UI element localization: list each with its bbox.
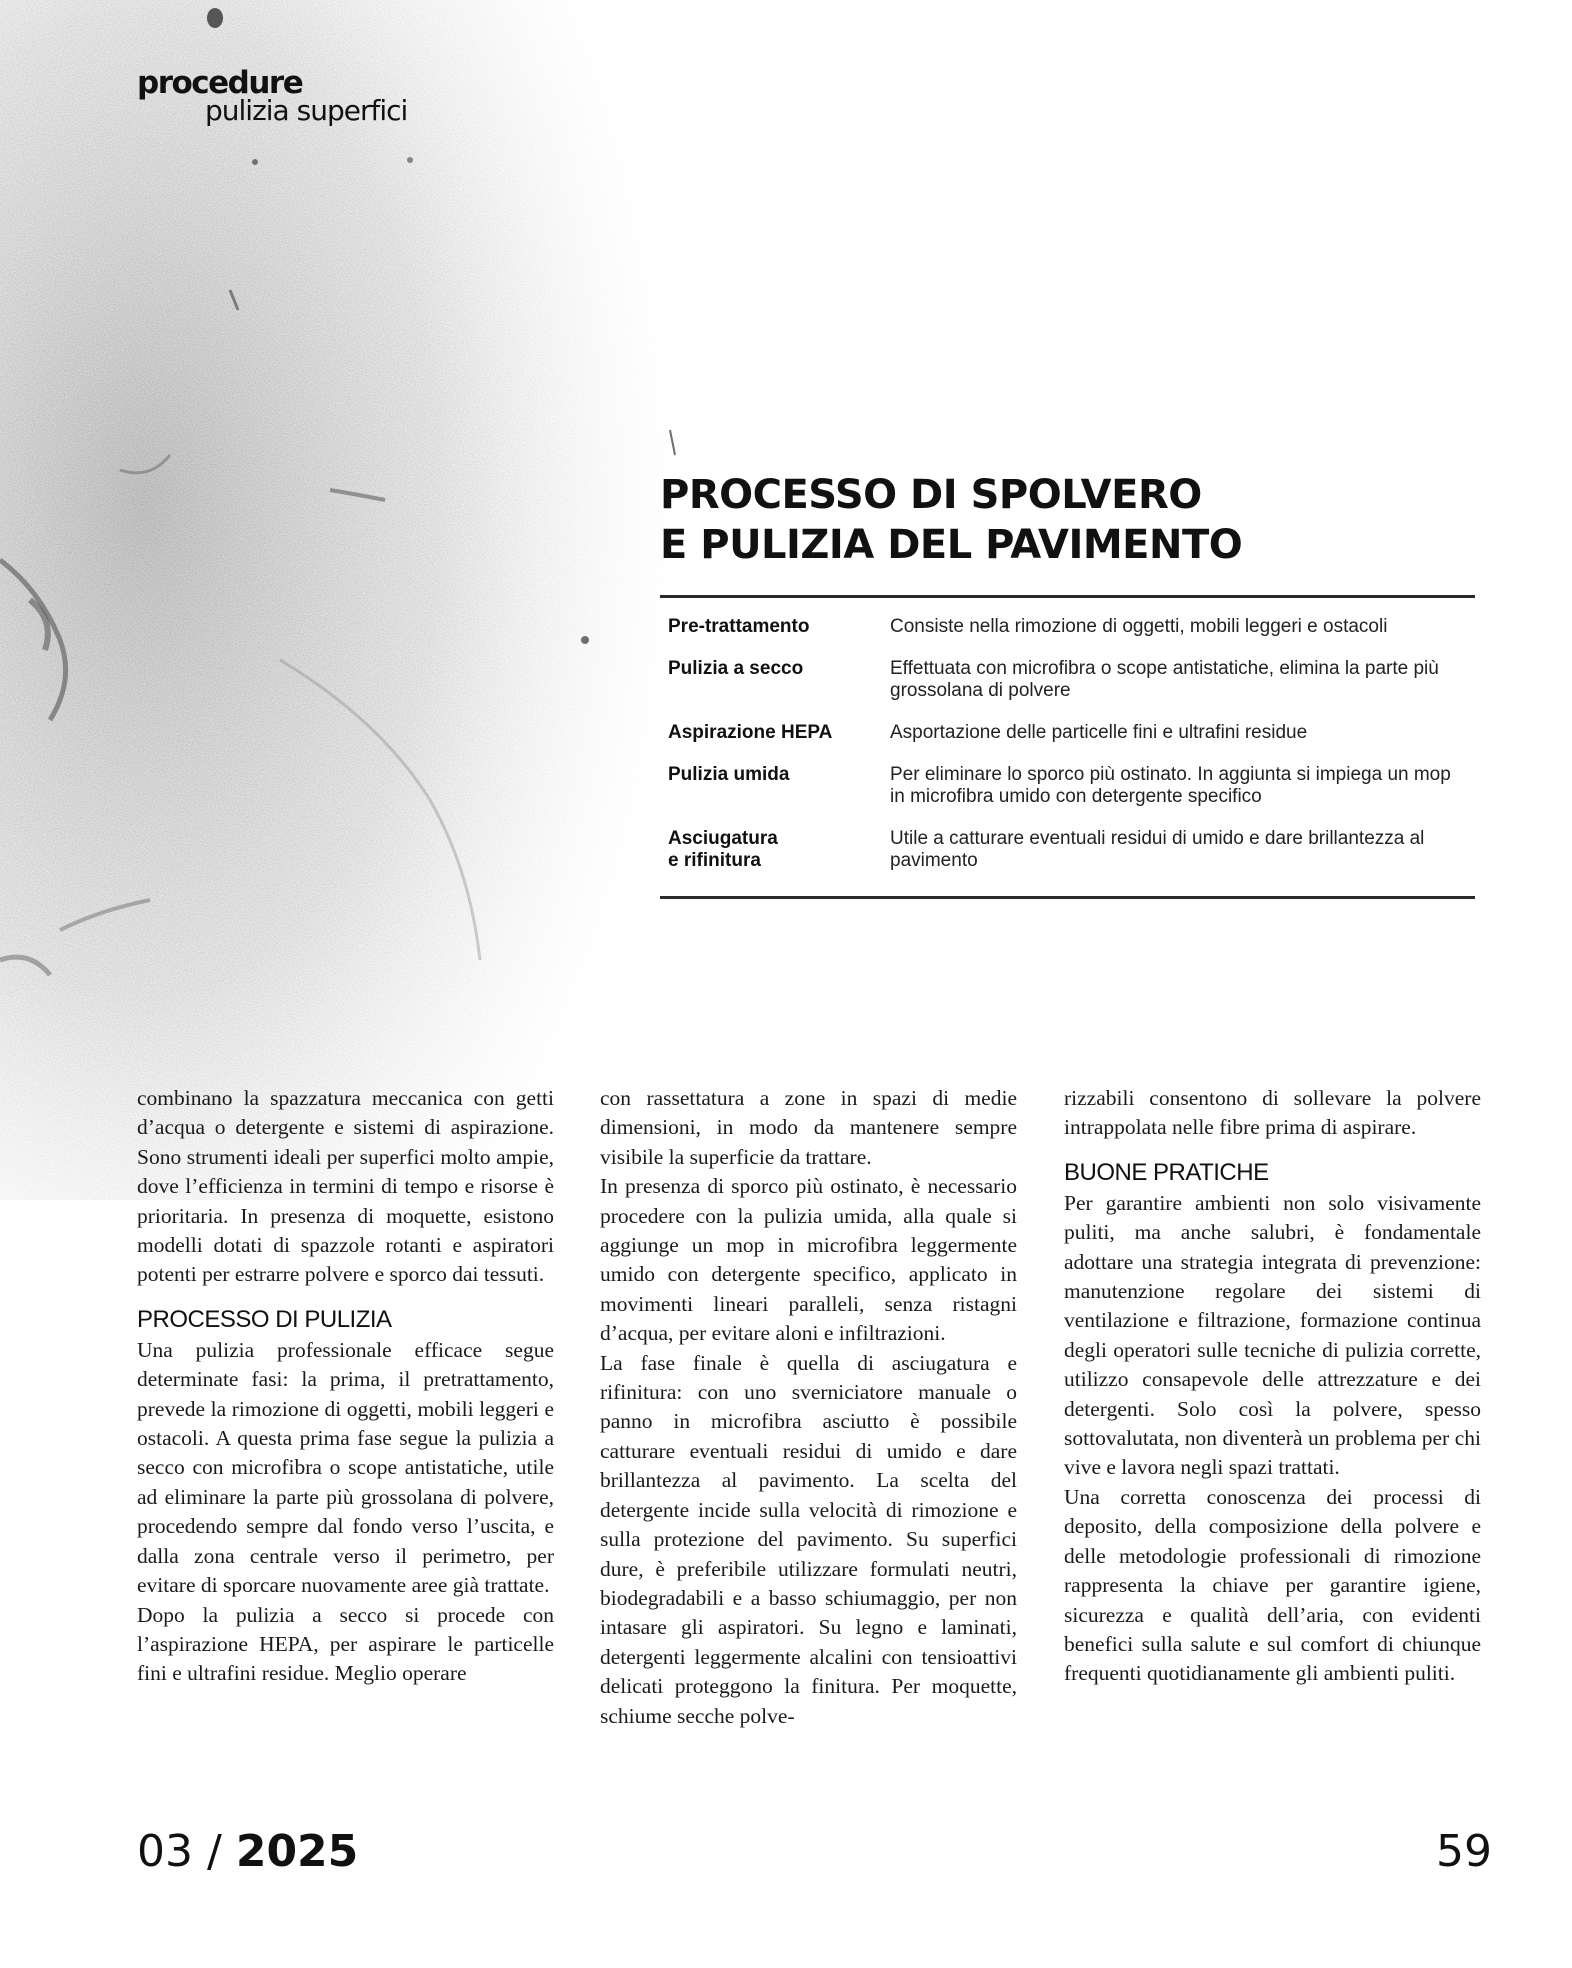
article-column-3 xyxy=(1064,1084,1481,1689)
process-box-title-line2: E PULIZIA DEL PAVIMENTO xyxy=(660,522,1243,568)
section-subtitle: pulizia superfici xyxy=(205,94,408,127)
section-heading: BUONE PRATICHE xyxy=(1064,1158,1269,1186)
step-description: Asportazione delle particelle fini e ultrafini residue xyxy=(890,722,1308,743)
step-row xyxy=(660,658,1475,702)
step-name: Pre-trattamento xyxy=(668,616,810,637)
section-heading: PROCESSO DI PULIZIA xyxy=(137,1305,392,1333)
issue-number xyxy=(137,1826,359,1877)
step-row xyxy=(660,828,1475,872)
issue-year: 2025 xyxy=(235,1826,359,1877)
section-label xyxy=(137,65,408,127)
step-description: Utile a catturare eventuali residui di umido e dare brillantezza al pavimento xyxy=(890,828,1425,871)
step-row xyxy=(660,764,1475,808)
article-column-1 xyxy=(137,1084,554,1689)
paragraph: Per garantire ambienti non solo visivamente puliti, ma anche salubri, è fondamentale adottare una strategia integrata di prevenzione: manutenzione regolare dei sistemi di ventilazione e filtrazione, formazione continua degli operatori sulle tecniche di pulizia corrette, utilizzo consapevole delle attrezzature e dei detergenti. Solo così la polvere, spesso sottovalutata, non diventerà un problema per chi vive e lavora negli spazi trattati. xyxy=(1064,1190,1481,1480)
step-name: Asciugatura e rifinitura xyxy=(668,828,778,871)
step-name: Aspirazione HEPA xyxy=(668,722,833,743)
step-description: Effettuata con microfibra o scope antistatiche, elimina la parte più grossolana di polvere xyxy=(890,658,1439,701)
step-name: Pulizia a secco xyxy=(668,658,804,679)
process-steps-table xyxy=(660,595,1475,899)
paragraph: In presenza di sporco più ostinato, è necessario procedere con la pulizia umida, alla quale si aggiunge un mop in microfibra leggermente umido con detergente specifico, applicato in movimenti lineari paralleli, senza ristagni d’acqua, per evitare aloni e infiltrazioni. xyxy=(600,1174,1017,1346)
paragraph: Dopo la pulizia a secco si procede con l’aspirazione HEPA, per aspirare le particelle fini e ultrafini residue. Meglio operare xyxy=(137,1602,554,1686)
step-name: Pulizia umida xyxy=(668,764,790,785)
paragraph: Una corretta conoscenza dei processi di deposito, della composizione della polvere e delle metodologie professionali di rimozione rappresenta la chiave per garantire igiene, sicurezza e qualità dell’aria, con evidenti benefici sulla salute e sul comfort di chiunque frequenti quotidianamente gli ambienti puliti. xyxy=(1064,1484,1481,1686)
paragraph: combinano la spazzatura meccanica con getti d’acqua o detergente e sistemi di aspirazione. Sono strumenti ideali per superfici molto ampie, dove l’efficienza in termini di tempo e risorse è prioritaria. In presenza di moquette, esistono modelli dotati di spazzole rotanti e aspiratori potenti per estrarre polvere e sporco dai tessuti. xyxy=(137,1086,554,1287)
step-description: Per eliminare lo sporco più ostinato. In aggiunta si impiega un mop in microfibra umido con detergente specifico xyxy=(890,764,1451,807)
step-description: Consiste nella rimozione di oggetti, mobili leggeri e ostacoli xyxy=(890,616,1388,637)
process-box-title xyxy=(660,470,1242,570)
step-row xyxy=(660,722,1475,744)
issue-separator: / xyxy=(207,1826,222,1877)
paragraph: con rassettatura a zone in spazi di medie dimensioni, in modo da mantenere sempre visibile la superficie da trattare. xyxy=(600,1086,1017,1169)
issue-month: 03 xyxy=(137,1826,193,1877)
page-number: 59 xyxy=(1436,1826,1492,1877)
paragraph: Una pulizia professionale efficace segue determinate fasi: la prima, il pretrattamento, prevede la rimozione di oggetti, mobili leggeri e ostacoli. A questa prima fase segue la pulizia a secco con microfibra o scope antistatiche, utile ad eliminare la parte più grossolana di polvere, procedendo sempre dal fondo verso l’uscita, e dalla zona centrale verso il perimetro, per evitare di sporcare nuovamente aree già trattate. xyxy=(137,1337,554,1598)
paragraph: La fase finale è quella di asciugatura e rifinitura: con uno sverniciatore manuale o panno in microfibra asciutto è possibile catturare eventuali residui di umido e dare brillantezza al pavimento. La scelta del detergente incide sulla velocità di rimozione e sulla protezione del pavimento. Su superfici dure, è preferibile utilizzare formulati neutri, biodegradabili e a basso schiumaggio, per non intasare gli aspiratori. Su legno e laminati, detergenti leggermente alcalini con tensioattivi delicati proteggono la finitura. Per moquette, schiume secche polve- xyxy=(600,1350,1017,1728)
dust-texture-image xyxy=(0,0,720,1200)
step-row xyxy=(660,616,1475,638)
article-column-2 xyxy=(600,1084,1017,1731)
section-kicker: procedure xyxy=(137,65,303,101)
paragraph: rizzabili consentono di sollevare la polvere intrappolata nelle fibre prima di aspirare. xyxy=(1064,1086,1481,1140)
process-box-title-line1: PROCESSO DI SPOLVERO xyxy=(660,472,1202,518)
